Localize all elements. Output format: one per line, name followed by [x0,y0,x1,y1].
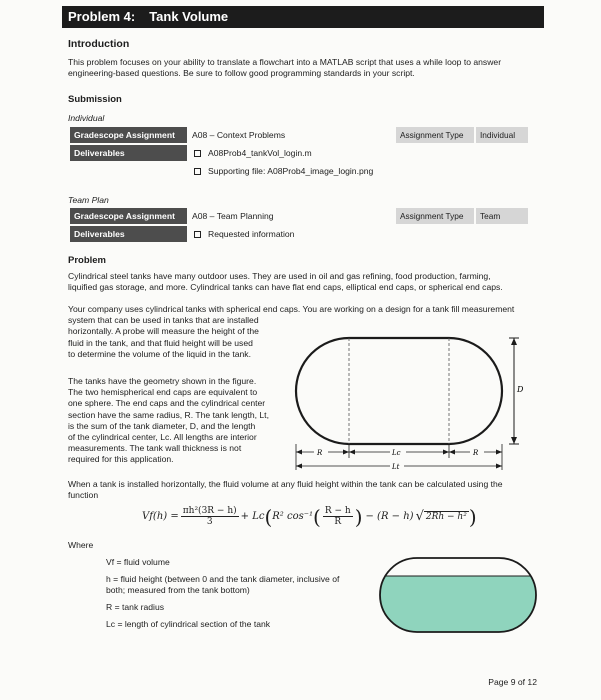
problem-heading: Problem [68,255,107,266]
arrow-down-icon [511,437,517,444]
definition-line: Vf = fluid volume [106,557,170,567]
page-number: Page 9 of 12 [488,677,537,687]
text-line: of the cylindrical center, Lc. All lengths are interior [68,432,257,443]
team-plan-label: Team Plan [68,195,109,205]
text-line: When a tank is installed horizontally, the fluid volume at any fluid height within the tank can be calculated using the [68,479,503,489]
team-deliverable-item-1 [194,226,294,242]
text-line: Your company uses cylindrical tanks with spherical end caps. You are working on a design for a tank fill measurement [68,304,515,314]
individual-gradescope-row [70,127,532,143]
problem-paragraph-3 [68,376,283,466]
problem-paragraph-1 [68,271,538,293]
deliverable-text: Requested information [208,229,295,239]
fraction-numerator: πh²(3R − h) [182,506,237,516]
problem-title-bar [62,6,544,28]
assignment-type-label: Assignment Type [396,208,474,224]
text-line: one sphere. The end caps and the cylindrical center [68,398,266,409]
introduction-line-1: This problem focuses on your ability to translate a flowchart into a MATLAB script that uses a while loop to answer [68,57,502,67]
definition-line: R = tank radius [106,602,165,612]
assignment-type-value: Team [476,208,528,224]
text-line: The tanks have the geometry shown in the figure. [68,376,257,386]
text-line: horizontally. A probe will measure the height of the [68,326,259,337]
assignment-type-label: Assignment Type [396,127,474,143]
fraction-denominator: 3 [206,517,213,527]
deliverable-item-1 [194,145,312,161]
checkbox-icon [194,231,201,238]
diameter-label: D [517,385,524,394]
problem-number: Problem 4: [68,9,136,24]
text-line: liquified gas storage, and more. Cylindrical tanks can have flat end caps, elliptical end caps, or spherical end caps. [68,282,503,293]
text-line: Cylindrical steel tanks have many outdoor uses. They are used in oil and gas refining, food production, farming, [68,271,491,281]
gradescope-assignment-label: Gradescope Assignment [70,208,187,224]
checkbox-icon [194,168,201,175]
formula-sqrt: 2Rh − h² [425,512,467,522]
tank-outline [296,338,502,444]
arrow-up-icon [511,338,517,345]
gradescope-assignment-value: A08 – Team Planning [192,211,274,221]
submission-heading: Submission [68,94,122,105]
deliverable-text: Supporting file: A08Prob4_image_login.png [208,166,374,176]
definition-line: both; measured from the tank bottom) [106,585,250,595]
assignment-type-value: Individual [476,127,528,143]
total-length-label: Lt [392,463,400,471]
introduction-line-2: engineering-based questions. Be sure to follow good programming standards in your script. [68,68,415,78]
text-line: function [68,490,99,501]
team-gradescope-row [70,208,532,224]
text-line: is the sum of the tank diameter, D, and the length [68,420,256,431]
fraction-numerator: R − h [324,506,351,516]
gradescope-assignment-value: A08 – Context Problems [192,130,286,140]
volume-formula: Vf(h) = $\frac{\text{πh²(3R − h)}}{3}$ + Lc ( R² cos⁻¹ ( $\frac{R - h}{R}$ ) − (R − h) √ 2Rh − h² ) [142,504,477,529]
text-line: measurements. The tank wall thickness is not [68,443,242,454]
problem-title: Tank Volume [149,9,229,24]
checkbox-icon [194,150,201,157]
text-line: to determine the volume of the liquid in the tank. [68,348,251,359]
formula-plus-term: + Lc [240,511,265,522]
cylinder-length-label: Lc [392,449,401,457]
formula-fraction-1 [181,506,239,527]
text-line: system that can be used in tanks that are installed [68,315,259,326]
deliverables-label: Deliverables [70,226,187,242]
where-heading: Where [68,540,94,550]
formula-inner: R² cos⁻¹ [272,511,314,522]
formula-minus-term: − (R − h) [365,511,414,522]
individual-label: Individual [68,113,105,123]
radius-right-label: R [473,449,479,457]
deliverable-item-2 [194,163,373,179]
introduction-heading: Introduction [68,38,130,50]
text-line: The two hemispherical end caps are equivalent to [68,387,258,398]
text-line: fluid in the tank, and that fluid height will be used [68,337,253,348]
text-line: section have the same radius, R. The tank length, Lt, [68,409,269,420]
definition-line: Lc = length of cylindrical section of the tank [106,619,271,629]
sqrt-icon: √ [415,509,424,524]
problem-paragraph-4 [68,479,538,501]
fraction-denominator: R [334,517,342,527]
fluid-fill [376,576,540,636]
tank-geometry-diagram [286,326,536,471]
formula-lhs: Vf(h) = [142,511,179,522]
variable-definitions [106,557,339,630]
deliverable-text: A08Prob4_tankVol_login.m [208,148,312,158]
team-deliverables-row [70,226,187,242]
formula-fraction-2 [323,506,353,527]
tank-fluid-diagram [376,554,540,636]
radius-left-label: R [317,449,323,457]
definition-line: h = fluid height (between 0 and the tank diameter, inclusive of [106,574,340,584]
deliverables-label: Deliverables [70,145,187,161]
text-line: required for this application. [68,454,174,465]
individual-deliverables-row [70,145,187,161]
gradescope-assignment-label: Gradescope Assignment [70,127,187,143]
